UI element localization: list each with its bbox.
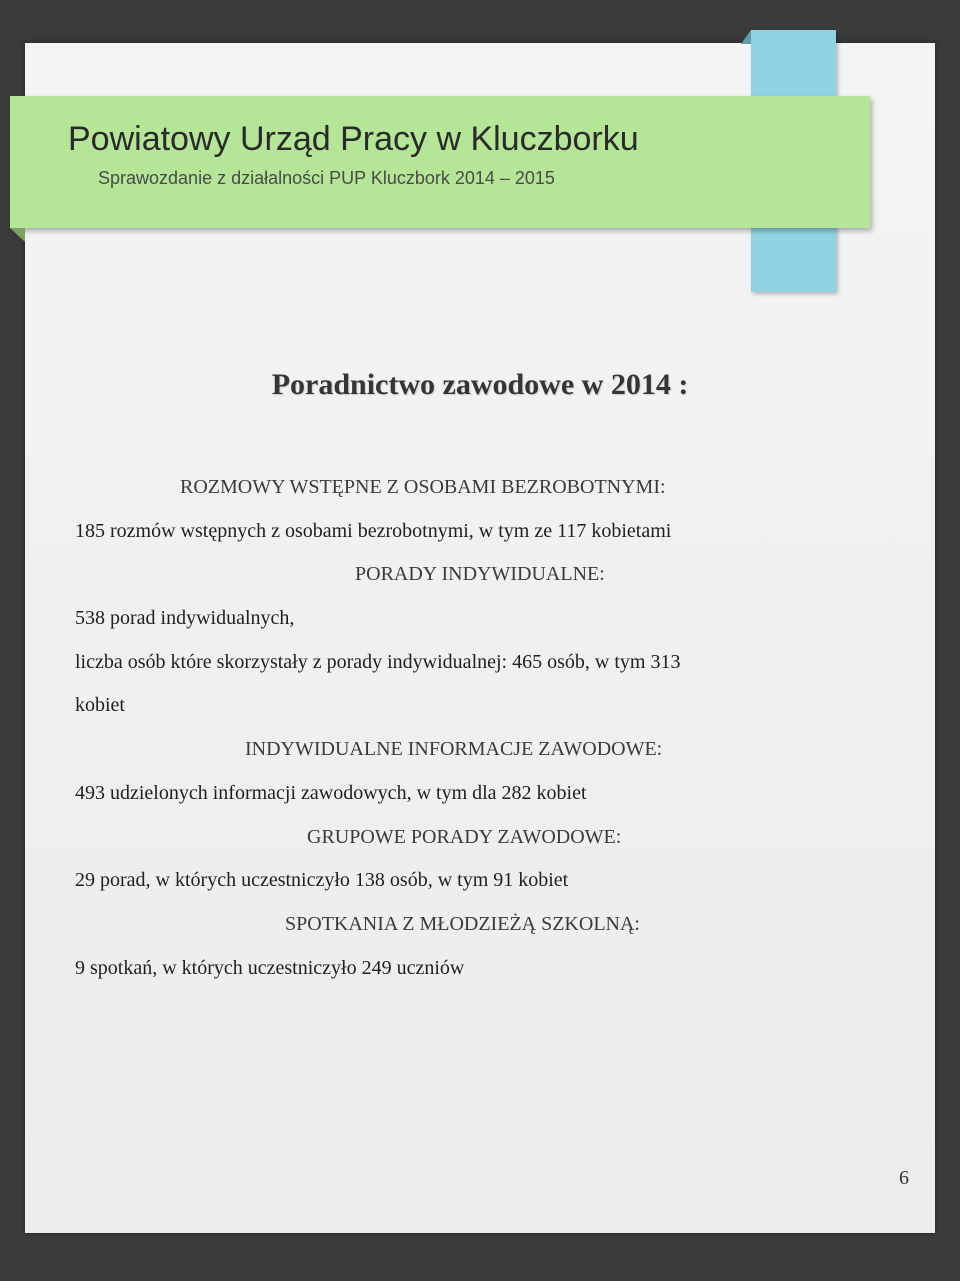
bookmark-fold — [741, 30, 751, 44]
header-subtitle: Sprawozdanie z działalności PUP Kluczbork 2014 – 2015 — [98, 168, 555, 188]
group-advice-line: 29 porad, w których uczestniczyło 138 osób, w tym 91 kobiet — [75, 869, 569, 891]
header-title: Powiatowy Urząd Pracy w Kluczborku — [68, 120, 639, 158]
interviews-line: 185 rozmów wstępnych z osobami bezrobotnymi, w tym ze 117 kobietami — [75, 520, 672, 542]
individual-advice-line: 538 porad indywidualnych, — [75, 607, 295, 629]
individual-advice-line: kobiet — [75, 694, 125, 716]
interviews-heading: ROZMOWY WSTĘPNE Z OSOBAMI BEZROBOTNYMI: — [180, 476, 666, 498]
banner-fold — [10, 228, 25, 242]
school-meetings-heading: SPOTKANIA Z MŁODZIEŻĄ SZKOLNĄ: — [285, 913, 640, 935]
header-banner — [10, 96, 870, 228]
group-advice-heading: GRUPOWE PORADY ZAWODOWE: — [307, 826, 622, 848]
school-meetings-line: 9 spotkań, w których uczestniczyło 249 uczniów — [75, 957, 465, 979]
individual-advice-line: liczba osób które skorzystały z porady indywidualnej: 465 osób, w tym 313 — [75, 651, 681, 673]
individual-info-line: 493 udzielonych informacji zawodowych, w tym dla 282 kobiet — [75, 782, 587, 804]
individual-advice-heading: PORADY INDYWIDUALNE: — [355, 563, 605, 585]
section-title: Poradnictwo zawodowe w 2014 : — [271, 368, 689, 401]
individual-info-heading: INDYWIDUALNE INFORMACJE ZAWODOWE: — [245, 738, 663, 760]
page-number: 6 — [899, 1167, 909, 1189]
